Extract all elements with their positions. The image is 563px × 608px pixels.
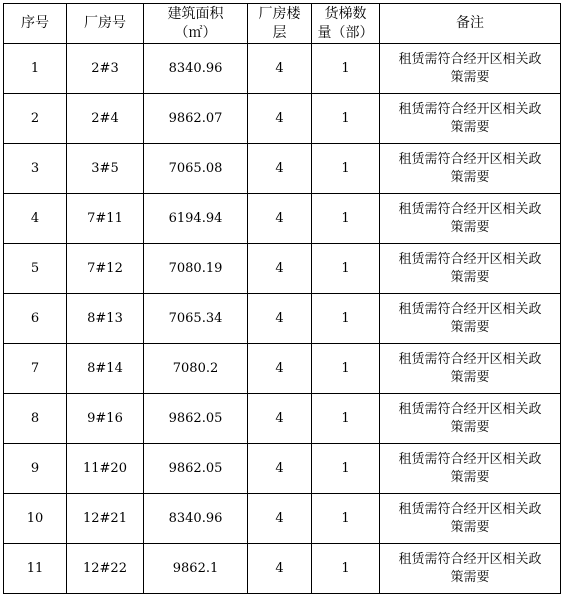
cell-remarks: 租赁需符合经开区相关政 策需要: [380, 44, 561, 94]
header-building-no: 厂房号: [67, 4, 144, 44]
cell-elevator-count: 1: [312, 494, 380, 544]
cell-serial-no: 5: [4, 244, 67, 294]
cell-floor-area: 6194.94: [144, 194, 248, 244]
cell-floor-area: 7065.08: [144, 144, 248, 194]
cell-floors: 4: [248, 494, 312, 544]
table-row: [4, 544, 561, 594]
cell-floors: 4: [248, 94, 312, 144]
cell-remarks: 租赁需符合经开区相关政 策需要: [380, 94, 561, 144]
cell-floor-area: 9862.05: [144, 394, 248, 444]
cell-building-no: 7#12: [67, 244, 144, 294]
table-row: [4, 144, 561, 194]
factory-lease-table: [3, 3, 561, 594]
table-row: [4, 244, 561, 294]
cell-remarks: 租赁需符合经开区相关政 策需要: [380, 244, 561, 294]
cell-elevator-count: 1: [312, 344, 380, 394]
cell-floor-area: 9862.05: [144, 444, 248, 494]
cell-floors: 4: [248, 44, 312, 94]
header-serial-no: 序号: [4, 4, 67, 44]
table-row: [4, 294, 561, 344]
table-header-row: [4, 4, 561, 44]
cell-floors: 4: [248, 144, 312, 194]
cell-floor-area: 8340.96: [144, 44, 248, 94]
cell-building-no: 3#5: [67, 144, 144, 194]
cell-serial-no: 7: [4, 344, 67, 394]
cell-remarks: 租赁需符合经开区相关政 策需要: [380, 444, 561, 494]
cell-remarks: 租赁需符合经开区相关政 策需要: [380, 544, 561, 594]
cell-serial-no: 3: [4, 144, 67, 194]
cell-serial-no: 10: [4, 494, 67, 544]
table-row: [4, 444, 561, 494]
table-row: [4, 394, 561, 444]
header-remarks: 备注: [380, 4, 561, 44]
cell-serial-no: 1: [4, 44, 67, 94]
table-row: [4, 344, 561, 394]
cell-floor-area: 7080.2: [144, 344, 248, 394]
cell-remarks: 租赁需符合经开区相关政 策需要: [380, 394, 561, 444]
table-row: [4, 94, 561, 144]
cell-serial-no: 9: [4, 444, 67, 494]
header-elevator-count: 货梯数 量（部）: [312, 4, 380, 44]
cell-elevator-count: 1: [312, 294, 380, 344]
cell-building-no: 9#16: [67, 394, 144, 444]
cell-serial-no: 8: [4, 394, 67, 444]
cell-building-no: 12#21: [67, 494, 144, 544]
cell-floors: 4: [248, 344, 312, 394]
cell-elevator-count: 1: [312, 244, 380, 294]
cell-floors: 4: [248, 194, 312, 244]
table-row: [4, 494, 561, 544]
cell-building-no: 2#3: [67, 44, 144, 94]
cell-floor-area: 8340.96: [144, 494, 248, 544]
cell-building-no: 8#13: [67, 294, 144, 344]
cell-serial-no: 6: [4, 294, 67, 344]
cell-remarks: 租赁需符合经开区相关政 策需要: [380, 144, 561, 194]
cell-floors: 4: [248, 294, 312, 344]
cell-floors: 4: [248, 544, 312, 594]
cell-building-no: 2#4: [67, 94, 144, 144]
cell-elevator-count: 1: [312, 394, 380, 444]
cell-serial-no: 4: [4, 194, 67, 244]
cell-elevator-count: 1: [312, 144, 380, 194]
cell-remarks: 租赁需符合经开区相关政 策需要: [380, 294, 561, 344]
cell-floors: 4: [248, 244, 312, 294]
cell-building-no: 7#11: [67, 194, 144, 244]
cell-elevator-count: 1: [312, 94, 380, 144]
cell-floors: 4: [248, 394, 312, 444]
table-row: [4, 44, 561, 94]
header-floors: 厂房楼 层: [248, 4, 312, 44]
cell-remarks: 租赁需符合经开区相关政 策需要: [380, 494, 561, 544]
cell-floor-area: 7080.19: [144, 244, 248, 294]
cell-elevator-count: 1: [312, 544, 380, 594]
cell-elevator-count: 1: [312, 44, 380, 94]
cell-building-no: 12#22: [67, 544, 144, 594]
cell-remarks: 租赁需符合经开区相关政 策需要: [380, 344, 561, 394]
cell-remarks: 租赁需符合经开区相关政 策需要: [380, 194, 561, 244]
cell-elevator-count: 1: [312, 444, 380, 494]
cell-elevator-count: 1: [312, 194, 380, 244]
cell-serial-no: 11: [4, 544, 67, 594]
cell-floor-area: 7065.34: [144, 294, 248, 344]
cell-floor-area: 9862.07: [144, 94, 248, 144]
cell-building-no: 8#14: [67, 344, 144, 394]
cell-floor-area: 9862.1: [144, 544, 248, 594]
cell-serial-no: 2: [4, 94, 67, 144]
cell-floors: 4: [248, 444, 312, 494]
header-floor-area: 建筑面积 （㎡）: [144, 4, 248, 44]
cell-building-no: 11#20: [67, 444, 144, 494]
table-row: [4, 194, 561, 244]
